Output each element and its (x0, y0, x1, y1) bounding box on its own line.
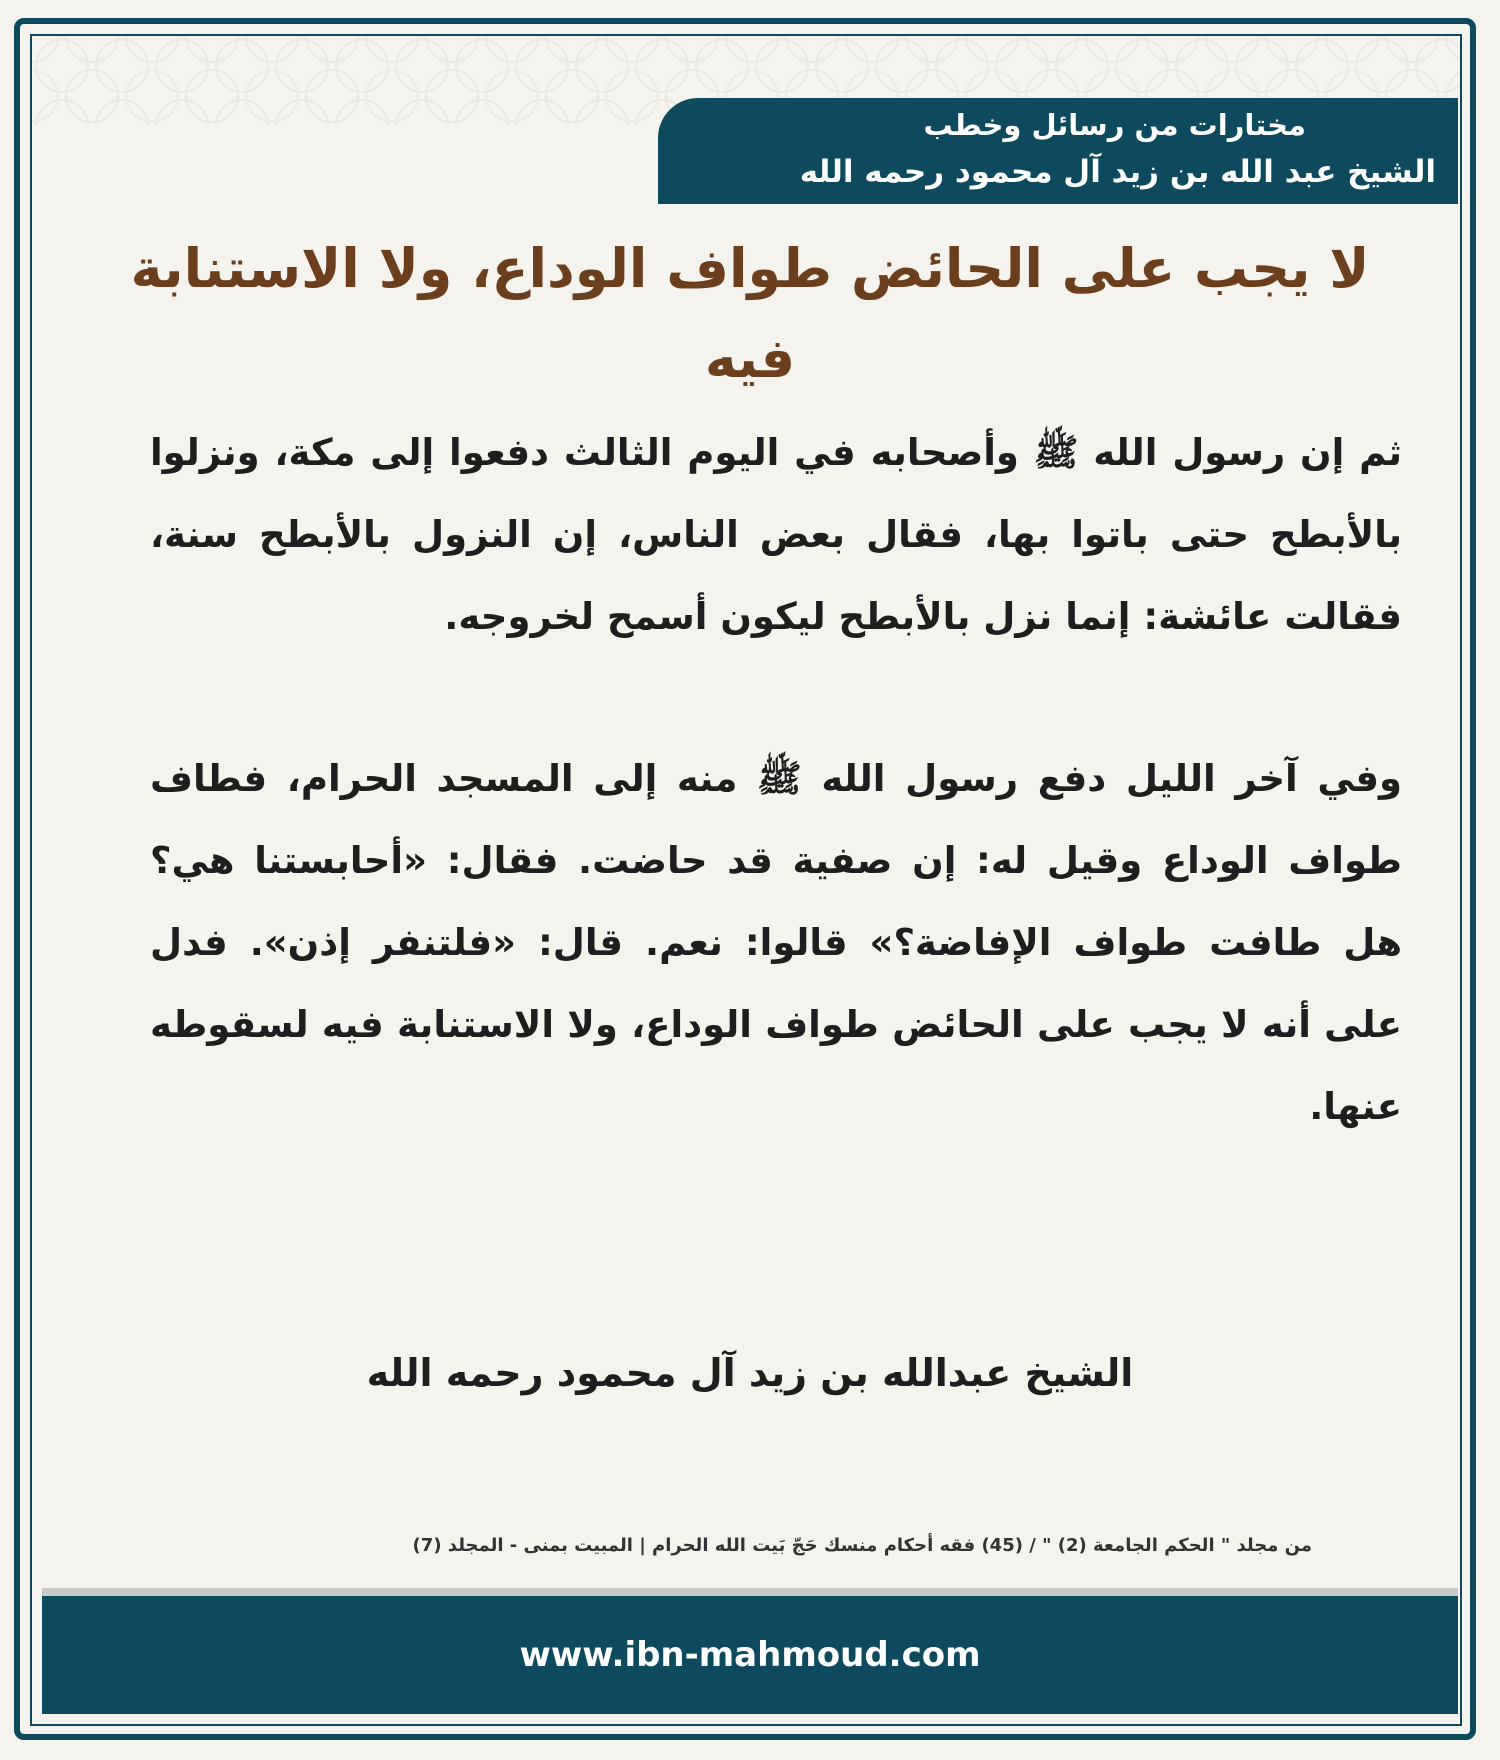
footer-divider (42, 1588, 1458, 1596)
footer-url[interactable]: www.ibn-mahmoud.com (42, 1596, 1458, 1714)
paragraph-1: ثم إن رسول الله ﷺ وأصحابه في اليوم الثالث دفعوا إلى مكة، ونزلوا بالأبطح حتى باتوا بها، فقال بعض الناس، إن النزول بالأبطح سنة، فقالت عائشة: إنما نزل بالأبطح ليكون أسمح لخروجه. (150, 431, 1402, 638)
article-body (150, 412, 1402, 1148)
header-author: الشيخ عبد الله بن زيد آل محمود رحمه الله (799, 154, 1436, 190)
paragraph-2: وفي آخر الليل دفع رسول الله ﷺ منه إلى المسجد الحرام، فطاف طواف الوداع وقيل له: إن صفية قد حاضت. فقال: «أحابستنا هي؟ هل طافت طواف الإفاضة؟» قالوا: نعم. قال: «فلتنفر إذن». فدل على أنه لا يجب على الحائض طواف الوداع، ولا الاستنابة فيه لسقوطه عنها. (150, 757, 1402, 1128)
source-citation: من مجلد " الحكم الجامعة (2) " / (45) فقه أحكام منسك حَجّ بَيت الله الحرام | المبيت بمنى - المجلد (7) (412, 1535, 1312, 1556)
header-subtitle: مختارات من رسائل وخطب (923, 108, 1306, 142)
page-title: لا يجب على الحائض طواف الوداع، ولا الاستنابة فيه (130, 237, 1370, 390)
header-banner (658, 98, 1458, 204)
signature: الشيخ عبدالله بن زيد آل محمود رحمه الله (366, 1351, 1134, 1395)
